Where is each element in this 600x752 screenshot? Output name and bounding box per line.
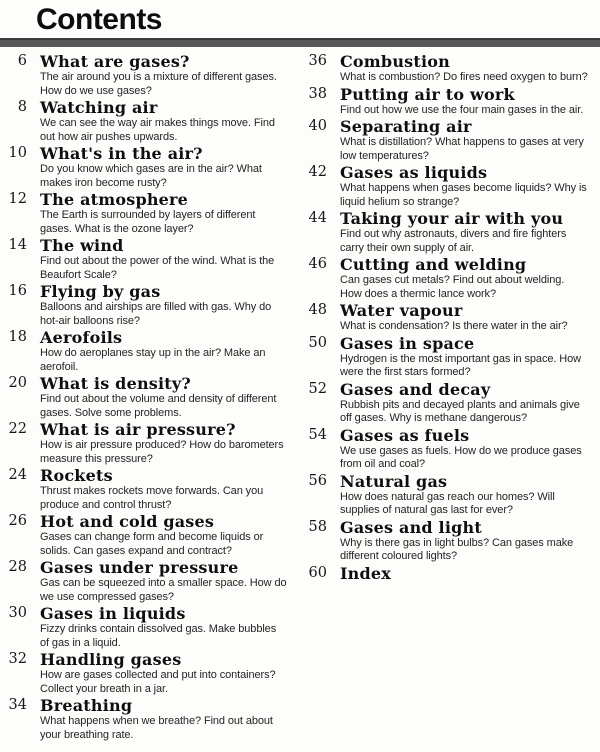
page-number: 40 [308,118,327,134]
chapter-description: The air around you is a mixture of different gases. How do we use gases? [40,71,277,97]
chapter-title: Flying by gas [40,282,161,301]
chapter-title: Gases in space [340,333,475,353]
entry-text [27,421,300,466]
toc-entry [300,427,600,472]
page-number: 28 [8,559,27,575]
page-number: 12 [8,191,27,207]
entry-text [327,565,600,582]
toc-entry [0,421,300,466]
toc-entry [300,210,600,255]
chapter-title: Separating air [340,117,472,136]
page-number: 42 [308,164,327,180]
page-number: 52 [308,380,327,397]
toc-entry [300,335,600,380]
chapter-title: Cutting and welding [340,255,527,274]
chapter-title: Breathing [40,696,133,715]
entry-text [327,381,600,426]
toc-entry [0,283,300,328]
entry-text [27,651,300,696]
chapter-description: Thrust makes rockets move forwards. Can you produce and control thrust? [40,485,264,511]
page-number: 20 [8,375,27,391]
chapter-title: Gases under pressure [40,558,239,577]
entry-text [327,86,600,118]
chapter-title: What's in the air? [40,144,203,163]
entry-text [327,210,600,255]
chapter-title: Water vapour [340,301,463,320]
chapter-title: Watching air [40,98,158,117]
entry-text [327,302,600,334]
page-number: 46 [308,256,327,272]
entry-text [27,191,300,236]
chapter-description: What happens when gases become liquids? Why is liquid helium so strange? [340,182,587,208]
entry-text [327,473,600,518]
toc-entry [300,164,600,209]
entry-text [27,283,300,328]
masthead [0,0,600,35]
toc-entry [300,519,600,564]
entry-text [27,329,300,374]
chapter-title: Combustion [340,52,450,71]
entry-text [327,519,600,564]
toc-entry [0,53,300,98]
toc-entry [0,329,300,374]
chapter-title: Rockets [40,466,113,485]
chapter-description: Gases can change form and become liquids or solids. Can gases expand and contract? [40,531,264,557]
chapter-description: Rubbish pits and decayed plants and animals give off gases. Why is methane dangerous? [340,398,580,424]
page-number: 16 [8,283,27,299]
chapter-description: Fizzy drinks contain dissolved gas. Make bubbles of gas in a liquid. [40,623,277,649]
chapter-title: Gases as fuels [340,425,470,445]
chapter-description: Do you know which gases are in the air? What makes iron become rusty? [40,163,262,189]
page-number: 50 [308,334,327,351]
chapter-description: Hydrogen is the most important gas in space. How were the first stars formed? [340,352,581,378]
entry-text [27,99,300,144]
entry-text [27,513,300,558]
chapter-description: How do aeroplanes stay up in the air? Make an aerofoil. [40,347,266,373]
toc-left-column [0,53,300,743]
entry-text [27,237,300,282]
page-number: 56 [308,472,327,489]
page-number: 6 [17,53,27,69]
chapter-description: What is condensation? Is there water in the air? [340,320,568,332]
entry-text [27,605,300,650]
chapter-title: What is air pressure? [40,420,236,439]
toc-entry [0,145,300,190]
page-number: 14 [8,237,27,253]
toc-entry [0,467,300,512]
chapter-description: How are gases collected and put into containers? Collect your breath in a jar. [40,669,276,695]
page-number: 44 [308,210,327,226]
page-number: 58 [308,518,327,535]
toc-entry [0,237,300,282]
chapter-description: How is air pressure produced? How do barometers measure this pressure? [40,439,284,465]
page-number: 32 [8,651,27,667]
chapter-description: How does natural gas reach our homes? Will supplies of natural gas last for ever? [340,490,555,516]
chapter-description: Find out how we use the four main gases in the air. [340,103,584,116]
page-number: 30 [8,605,27,621]
chapter-description: Gas can be squeezed into a smaller space. How do we use compressed gases? [40,577,287,603]
chapter-description: What is distillation? What happens to gases at very low temperatures? [340,136,584,162]
chapter-description: Find out why astronauts, divers and fire fighters carry their own supply of air. [340,228,567,254]
toc-entry [300,256,600,301]
page-title: Contents [36,3,162,36]
toc-entry [300,53,600,85]
toc-entry [0,99,300,144]
toc-entry [300,302,600,334]
page-number: 36 [308,53,327,69]
entry-text [27,145,300,190]
page-number: 26 [8,513,27,529]
page-number: 8 [17,99,27,115]
page-number: 38 [308,85,327,102]
chapter-title: Hot and cold gases [40,512,215,531]
entry-text [327,335,600,380]
entry-text [27,375,300,420]
page-number: 34 [8,697,27,713]
toc-right-column [300,53,600,743]
chapter-description: Can gases cut metals? Find out about welding. How does a thermic lance work? [340,274,565,300]
page-number: 60 [308,564,327,581]
toc-entry [300,381,600,426]
entry-text [327,256,600,301]
chapter-title: Putting air to work [340,84,515,104]
entry-text [327,427,600,472]
toc-entry [0,191,300,236]
chapter-title: Natural gas [340,471,448,491]
toc-entry [0,605,300,650]
chapter-description: We use gases as fuels. How do we produce gases from oil and coal? [340,444,582,470]
chapter-description: Find out about the volume and density of different gases. Solve some problems. [40,393,277,419]
chapter-title: Handling gases [40,650,182,669]
entry-text [27,53,300,98]
chapter-title: Gases and decay [340,379,491,399]
chapter-description: The Earth is surrounded by layers of different gases. What is the ozone layer? [40,209,256,235]
divider-bar [0,38,600,47]
entry-text [27,467,300,512]
entry-text [327,53,600,85]
page-number: 22 [8,421,27,437]
chapter-description: What is combustion? Do fires need oxygen to burn? [340,71,588,83]
chapter-title: Gases and light [340,517,482,537]
toc-entry [300,565,600,582]
chapter-title: What are gases? [40,52,190,71]
toc-entry [300,118,600,163]
chapter-description: We can see the way air makes things move. Find out how air pushes upwards. [40,117,275,143]
chapter-title: The wind [40,236,124,255]
chapter-description: Find out about the power of the wind. What is the Beaufort Scale? [40,255,275,281]
chapter-title: What is density? [40,374,191,393]
chapter-title: The atmosphere [40,190,189,209]
page-number: 48 [308,302,327,318]
chapter-description: Balloons and airships are filled with gas. Why do hot-air balloons rise? [40,301,272,327]
toc [0,47,600,743]
chapter-description: What happens when we breathe? Find out about your breathing rate. [40,715,273,741]
chapter-title: Gases as liquids [340,163,488,182]
chapter-title: Gases in liquids [40,604,186,623]
toc-entry [300,473,600,518]
toc-entry [0,697,300,742]
entry-text [27,697,300,742]
entry-text [327,118,600,163]
toc-entry [0,651,300,696]
chapter-title: Taking your air with you [340,209,564,228]
page-number: 18 [8,329,27,345]
toc-entry [0,513,300,558]
chapter-title: Aerofoils [40,328,123,347]
entry-text [327,164,600,209]
page-number: 24 [8,467,27,483]
page-number: 10 [8,145,27,161]
page-number: 54 [308,426,327,443]
entry-text [27,559,300,604]
toc-entry [0,375,300,420]
chapter-title: Index [340,563,392,583]
chapter-description: Why is there gas in light bulbs? Can gases make different coloured lights? [340,536,574,562]
toc-entry [0,559,300,604]
toc-entry [300,86,600,118]
